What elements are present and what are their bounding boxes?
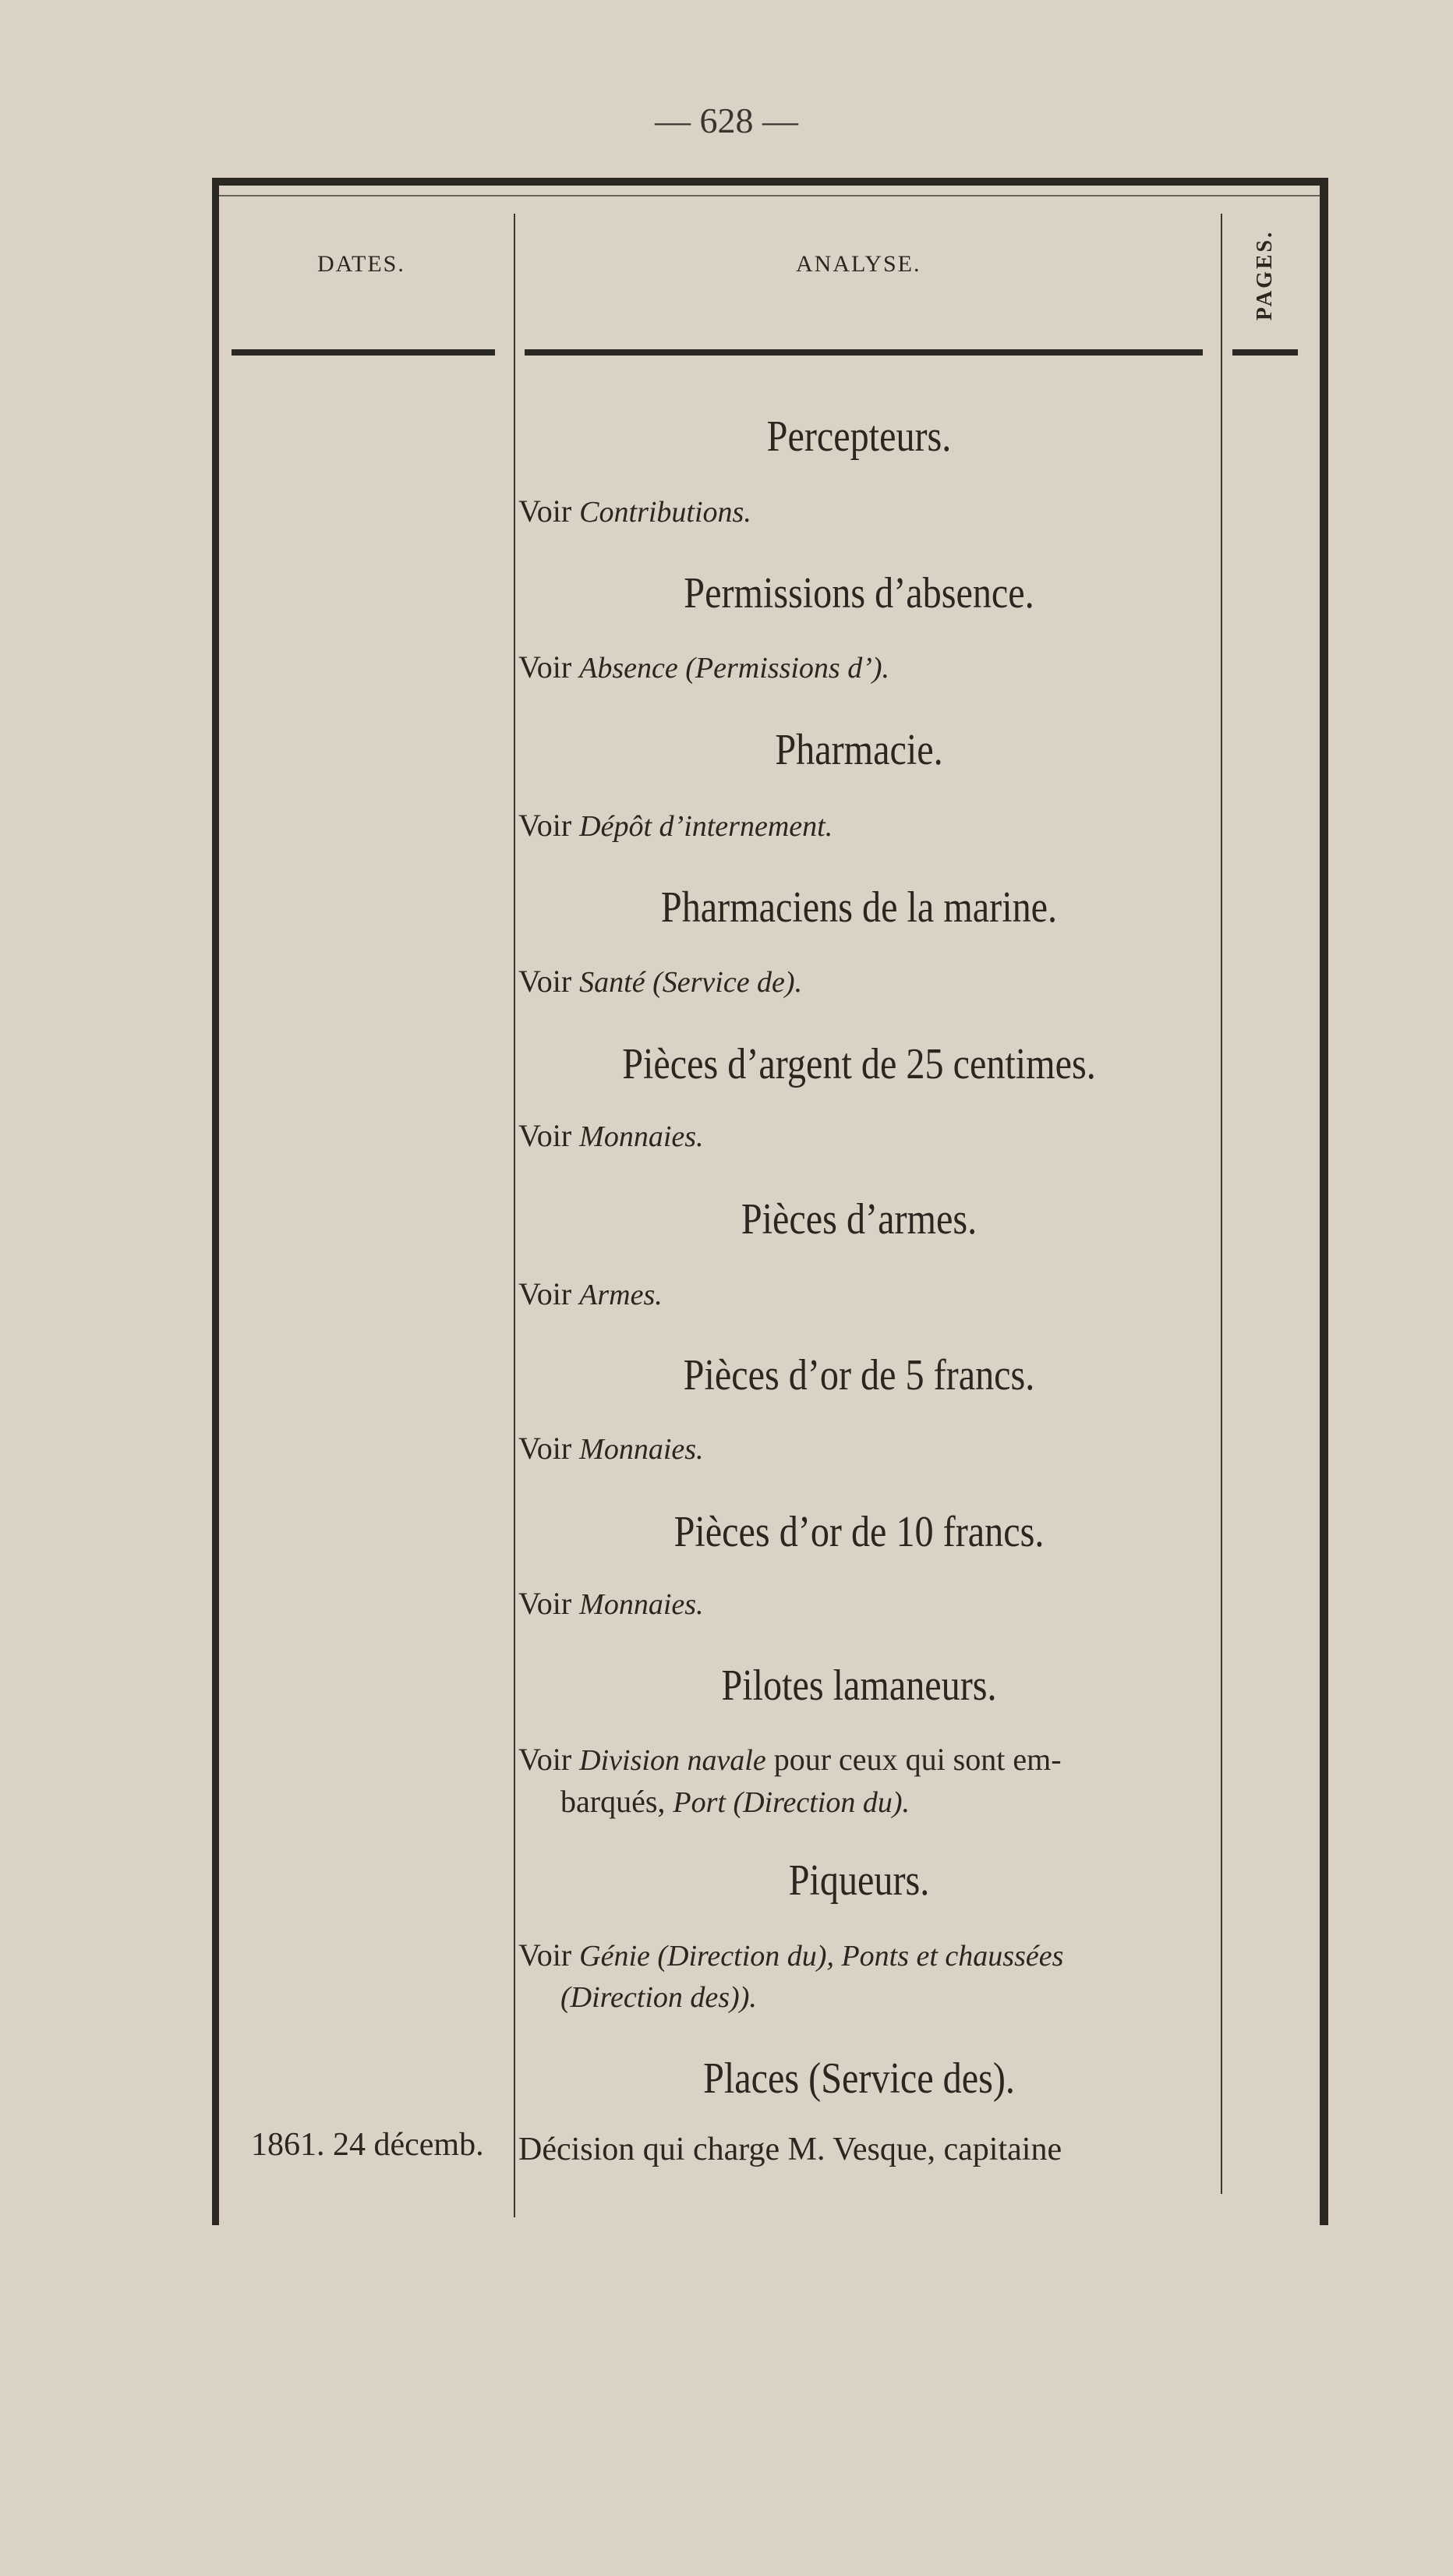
entry-reference: Voir Division navale pour ceux qui sont em- <box>518 1742 1062 1777</box>
column-header-analyse: ANALYSE. <box>796 251 921 277</box>
entry-reference-continued: (Direction des)). <box>560 1981 757 2014</box>
entry-heading: Places (Service des). <box>703 2054 1015 2103</box>
page-number: — 628 — <box>655 101 798 140</box>
column-divider-pages <box>1221 214 1222 2194</box>
column-divider-dates <box>514 214 515 2217</box>
entry-heading: Pièces d’or de 10 francs. <box>673 1508 1045 1556</box>
entry-reference: Voir Absence (Permissions d’). <box>518 649 890 685</box>
entry-reference: Voir Santé (Service de). <box>518 964 803 999</box>
entry-heading: Percepteurs. <box>766 412 952 461</box>
column-header-dates: DATES. <box>317 251 405 277</box>
analyse-cell: Décision qui charge M. Vesque, capitaine <box>518 2132 1062 2167</box>
entry-reference: Voir Génie (Direction du), Ponts et chaussées <box>518 1937 1064 1973</box>
entry-reference: Voir Monnaies. <box>518 1118 704 1153</box>
entry-heading: Permissions d’absence. <box>684 569 1034 617</box>
header-rule <box>1232 349 1298 356</box>
entry-reference: Voir Monnaies. <box>518 1586 704 1621</box>
column-header-pages: PAGES. <box>1253 229 1277 321</box>
entry-heading: Piqueurs. <box>788 1856 930 1905</box>
header-rule <box>232 349 495 356</box>
date-cell: 1861. 24 décemb. <box>251 2127 484 2163</box>
entry-reference: Voir Dépôt d’internement. <box>518 808 833 843</box>
entry-heading: Pilotes lamaneurs. <box>721 1661 997 1710</box>
entry-reference-continued: barqués, Port (Direction du). <box>560 1784 910 1819</box>
entry-heading: Pièces d’or de 5 francs. <box>683 1351 1035 1399</box>
entry-reference: Voir Armes. <box>518 1276 663 1311</box>
header-rule <box>525 349 1203 356</box>
entry-reference: Voir Monnaies. <box>518 1431 704 1466</box>
entry-heading: Pharmaciens de la marine. <box>660 883 1058 932</box>
entry-heading: Pièces d’argent de 25 centimes. <box>622 1040 1096 1088</box>
entry-heading: Pièces d’armes. <box>741 1195 978 1244</box>
entry-heading: Pharmacie. <box>775 726 943 774</box>
entry-reference: Voir Contributions. <box>518 494 751 529</box>
